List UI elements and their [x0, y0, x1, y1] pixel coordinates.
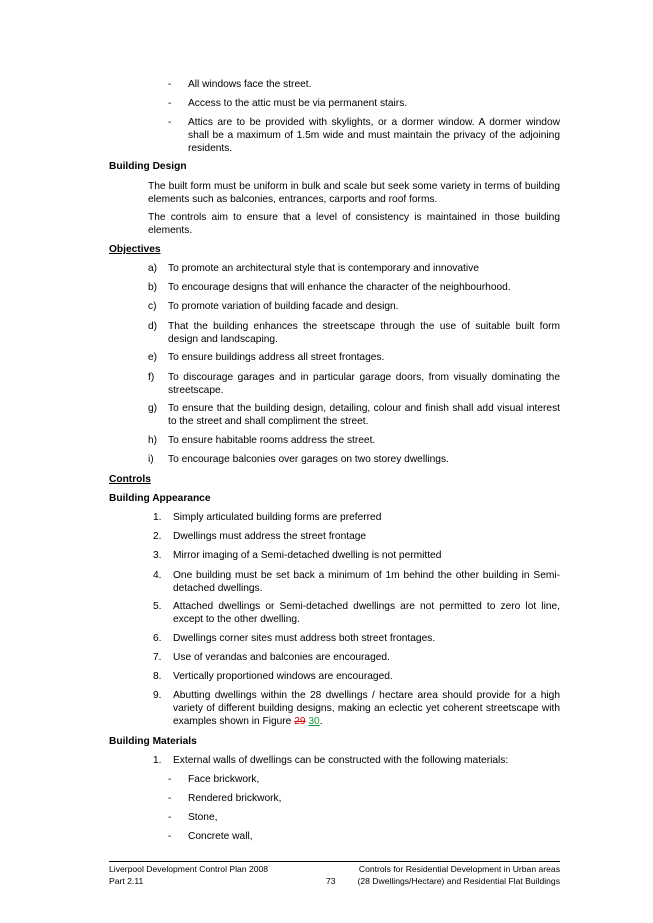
objective-text: To promote variation of building facade and design. — [168, 301, 399, 312]
objective-text: To ensure that the building design, detailing, colour and finish shall add visual interest to the street and shall compliment the street. — [168, 403, 560, 427]
control-text: Dwellings must address the street frontage — [173, 531, 367, 542]
dash-marker: - — [168, 793, 172, 804]
control-number: 2. — [153, 531, 162, 542]
objective-text: To encourage designs that will enhance the character of the neighbourhood. — [168, 282, 511, 293]
control-text: Vertically proportioned windows are encouraged. — [173, 671, 393, 682]
control-text-body: Abutting dwellings within the 28 dwellings / hectare area should provide for a high variety of different building designs, making an eclectic yet coherent streetscape with examples shown in Figure — [173, 690, 560, 727]
sentence-end: . — [319, 716, 323, 727]
material-text: Stone, — [188, 812, 218, 823]
building-design-heading: Building Design — [109, 161, 187, 172]
control-text — [173, 689, 560, 728]
tracked-deletion: 29 — [294, 716, 306, 727]
footer-section-subtitle: (28 Dwellings/Hectare) and Residential Flat Buildings — [357, 876, 560, 886]
control-number: 3. — [153, 550, 162, 561]
dash-marker: - — [168, 117, 172, 128]
control-number: 9. — [153, 690, 162, 701]
control-text: Simply articulated building forms are preferred — [173, 512, 382, 523]
objective-text: That the building enhances the streetscape through the use of suitable built form design and landscaping. — [168, 321, 560, 345]
control-number: 7. — [153, 652, 162, 663]
dash-marker: - — [168, 831, 172, 842]
tracked-insertion: 30 — [308, 716, 320, 727]
control-number: 5. — [153, 601, 162, 612]
list-item-text: Attics are to be provided with skylights, or a dormer window. A dormer window shall be a maximum of 1.5m wide and must maintain the privacy of the adjoining residents. — [188, 117, 560, 154]
objective-text: To ensure habitable rooms address the street. — [168, 435, 376, 446]
building-design-paragraph: The controls aim to ensure that a level of consistency is maintained in those building elements. — [148, 212, 560, 236]
control-number: 1. — [153, 512, 162, 523]
building-design-paragraph: The built form must be uniform in bulk and scale but seek some variety in terms of building elements such as balconies, entrances, carports and roof forms. — [148, 181, 560, 205]
footer-section-title: Controls for Residential Development in Urban areas — [358, 864, 560, 874]
objective-marker: f) — [148, 372, 155, 383]
page-number: 73 — [326, 876, 336, 886]
material-text: Rendered brickwork, — [188, 793, 282, 804]
list-item-text: Access to the attic must be via permanent stairs. — [188, 98, 408, 109]
footer-divider — [109, 861, 560, 862]
objective-marker: g) — [148, 403, 158, 414]
building-appearance-heading: Building Appearance — [109, 493, 211, 504]
objective-text: To promote an architectural style that is contemporary and innovative — [168, 263, 479, 274]
objective-marker: h) — [148, 435, 158, 446]
control-number: 1. — [153, 755, 162, 766]
dash-marker: - — [168, 774, 172, 785]
objective-marker: e) — [148, 352, 158, 363]
dash-marker: - — [168, 79, 172, 90]
objectives-heading: Objectives — [109, 244, 161, 255]
control-text: Attached dwellings or Semi-detached dwellings are not permitted to zero lot line, except to the other dwelling. — [173, 601, 560, 625]
dash-marker: - — [168, 98, 172, 109]
control-text: Use of verandas and balconies are encouraged. — [173, 652, 390, 663]
control-number: 6. — [153, 633, 162, 644]
control-number: 8. — [153, 671, 162, 682]
dash-marker: - — [168, 812, 172, 823]
objective-marker: b) — [148, 282, 158, 293]
list-item-text: All windows face the street. — [188, 79, 312, 90]
control-number: 4. — [153, 570, 162, 581]
controls-heading: Controls — [109, 474, 151, 485]
footer-part: Part 2.11 — [109, 876, 144, 886]
building-materials-heading: Building Materials — [109, 736, 197, 747]
control-text: One building must be set back a minimum of 1m behind the other building in Semi-detached dwellings. — [173, 570, 560, 594]
objective-text: To encourage balconies over garages on two storey dwellings. — [168, 454, 449, 465]
objective-marker: i) — [148, 454, 154, 465]
objective-marker: d) — [148, 321, 158, 332]
control-text: Dwellings corner sites must address both street frontages. — [173, 633, 436, 644]
material-text: Face brickwork, — [188, 774, 260, 785]
control-text: Mirror imaging of a Semi-detached dwelling is not permitted — [173, 550, 442, 561]
objective-text: To ensure buildings address all street frontages. — [168, 352, 385, 363]
material-text: Concrete wall, — [188, 831, 253, 842]
objective-marker: a) — [148, 263, 158, 274]
footer-document-title: Liverpool Development Control Plan 2008 — [109, 864, 269, 874]
objective-marker: c) — [148, 301, 157, 312]
control-text: External walls of dwellings can be constructed with the following materials: — [173, 755, 509, 766]
objective-text: To discourage garages and in particular garage doors, from visually dominating the streetscape. — [168, 372, 560, 396]
